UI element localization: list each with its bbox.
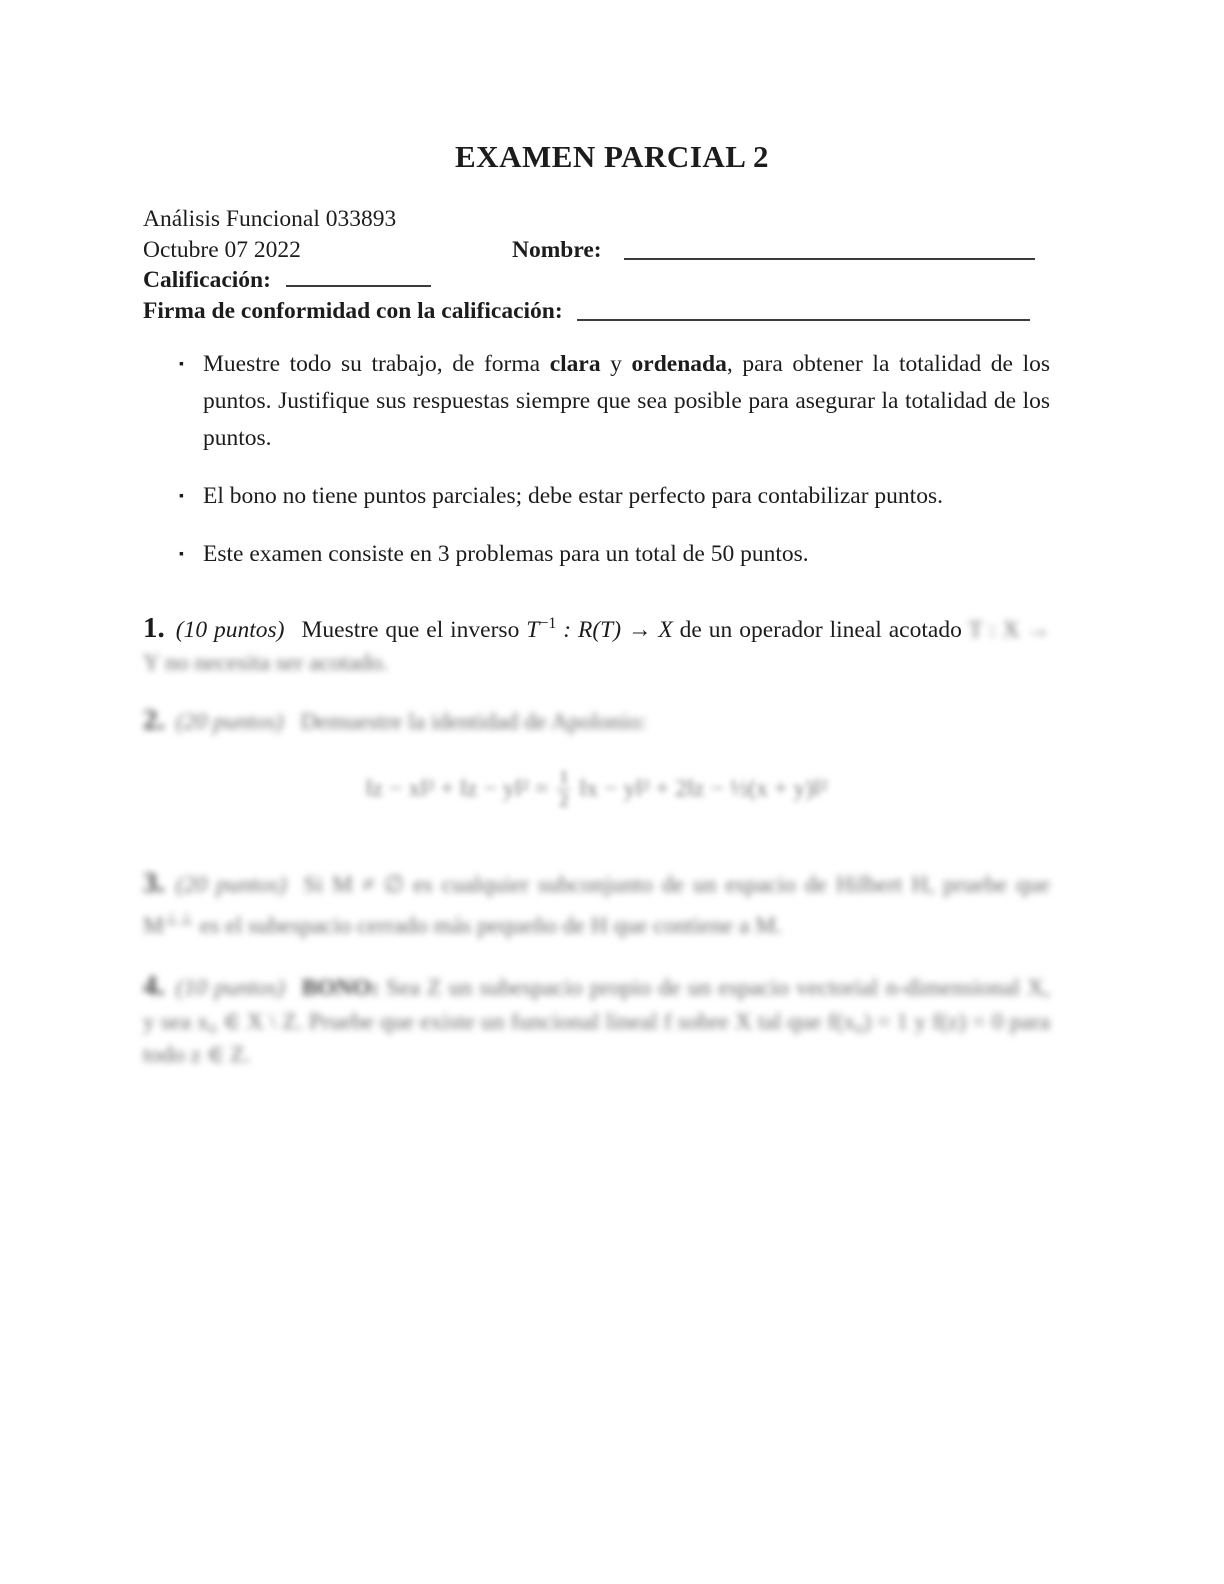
- problem-1-text: de un operador lineal acotado: [672, 616, 969, 643]
- problem-1-blurred-tail: T : X → Y no necesita ser acotado.: [143, 616, 1050, 677]
- apollonius-formula: [143, 752, 1050, 826]
- problem-2-text: Demuestre la identidad de Apolonio:: [300, 708, 647, 735]
- name-label: Nombre:: [512, 236, 602, 263]
- exam-header: [143, 204, 1050, 326]
- fraction-one-half: [557, 767, 570, 811]
- bullet-square-icon: ▪: [179, 357, 184, 373]
- exam-date: Octubre 07 2022: [143, 236, 301, 263]
- instruction-bold-word: clara: [549, 351, 601, 378]
- problem-4-text: Sea Z un subespacio propio de un espacio vectorial n-dimensional X, y sea x₀ ∈ X \ Z. Pruebe que existe un funcional lineal f sobre X tal que f(x₀) = 1 y f(z) = 0 para todo z ∈ Z.: [143, 975, 1051, 1069]
- grade-line: [143, 265, 1050, 296]
- signature-line: [143, 296, 1050, 327]
- course-name: Análisis Funcional 033893: [143, 206, 397, 233]
- bullet-square-icon: ▪: [179, 489, 184, 505]
- problems-section: [143, 607, 1050, 1073]
- problem-3-blurred-text: [143, 867, 1050, 939]
- grade-blank-line: [286, 285, 431, 287]
- formula-left-side: ‖z − x‖² + ‖z − y‖² =: [365, 775, 549, 802]
- problem-3-number: 3.: [143, 867, 165, 900]
- instruction-text: Este examen consiste en 3 problemas para un total de 50 puntos.: [203, 541, 809, 568]
- instruction-text: , para obtener la totalidad de los puntos. Justifique sus respuestas siempre que sea posible para asegurar la totalidad de los puntos.: [203, 351, 1051, 452]
- instruction-bold-word: ordenada: [631, 351, 727, 378]
- problem-4: [143, 970, 1050, 1073]
- problem-1-points: (10 puntos): [175, 616, 285, 643]
- problem-3: [143, 867, 1050, 943]
- problem-1-number: 1.: [143, 611, 165, 644]
- signature-label: Firma de conformidad con la calificación:: [143, 297, 563, 324]
- problem-2-points: (20 puntos): [175, 708, 284, 735]
- course-line: [143, 204, 1050, 235]
- signature-blank-line: [577, 319, 1030, 321]
- problem-2-blurred-heading: [143, 703, 647, 736]
- instruction-item-2: [143, 478, 1050, 515]
- inline-math-mapping: : R(T) → X: [556, 616, 673, 643]
- instruction-text: Muestre todo su trabajo, de forma: [203, 351, 550, 378]
- name-blank-line: [624, 258, 1035, 260]
- instructions-list: [143, 346, 1050, 573]
- instruction-item-3: [143, 536, 1050, 573]
- fraction-denominator: 2: [559, 789, 569, 810]
- inline-math-operator: T: [526, 616, 540, 643]
- instruction-text: y: [600, 351, 632, 378]
- problem-3-text: Si M ≠ ∅ es cualquier subconjunto de un espacio de Hilbert H, pruebe que M: [143, 872, 1050, 939]
- problem-3-text: es el subespacio cerrado más pequeño de H que contiene a M.: [193, 912, 782, 939]
- instruction-text: El bono no tiene puntos parciales; debe estar perfecto para contabilizar puntos.: [203, 483, 943, 510]
- page-title: EXAMEN PARCIAL 2: [455, 139, 769, 174]
- instruction-item-1: [143, 346, 1050, 457]
- formula-right-side: ‖x − y‖² + 2‖z − ½(x + y)‖²: [579, 775, 828, 802]
- bonus-label: BONO:: [301, 975, 379, 1002]
- fraction-numerator: 1: [559, 767, 569, 788]
- problem-1: [143, 607, 1050, 681]
- problem-1-text: Muestre que el inverso: [301, 616, 527, 643]
- grade-label: Calificación:: [143, 267, 271, 294]
- inline-math-exponent: −1: [539, 615, 557, 633]
- problem-2: [143, 704, 1050, 740]
- date-name-line: [143, 235, 1050, 266]
- problem-4-points: (10 puntos): [175, 975, 285, 1002]
- problem-2-number: 2.: [143, 703, 165, 736]
- problem-3-points: (20 puntos): [175, 872, 287, 899]
- problem-3-math-exponent: ⊥⊥: [163, 910, 194, 928]
- bullet-square-icon: ▪: [179, 547, 184, 563]
- problem-4-number: 4.: [143, 970, 165, 1003]
- problem-4-blurred-text: [143, 970, 1051, 1069]
- apollonius-formula-blurred: [366, 767, 828, 811]
